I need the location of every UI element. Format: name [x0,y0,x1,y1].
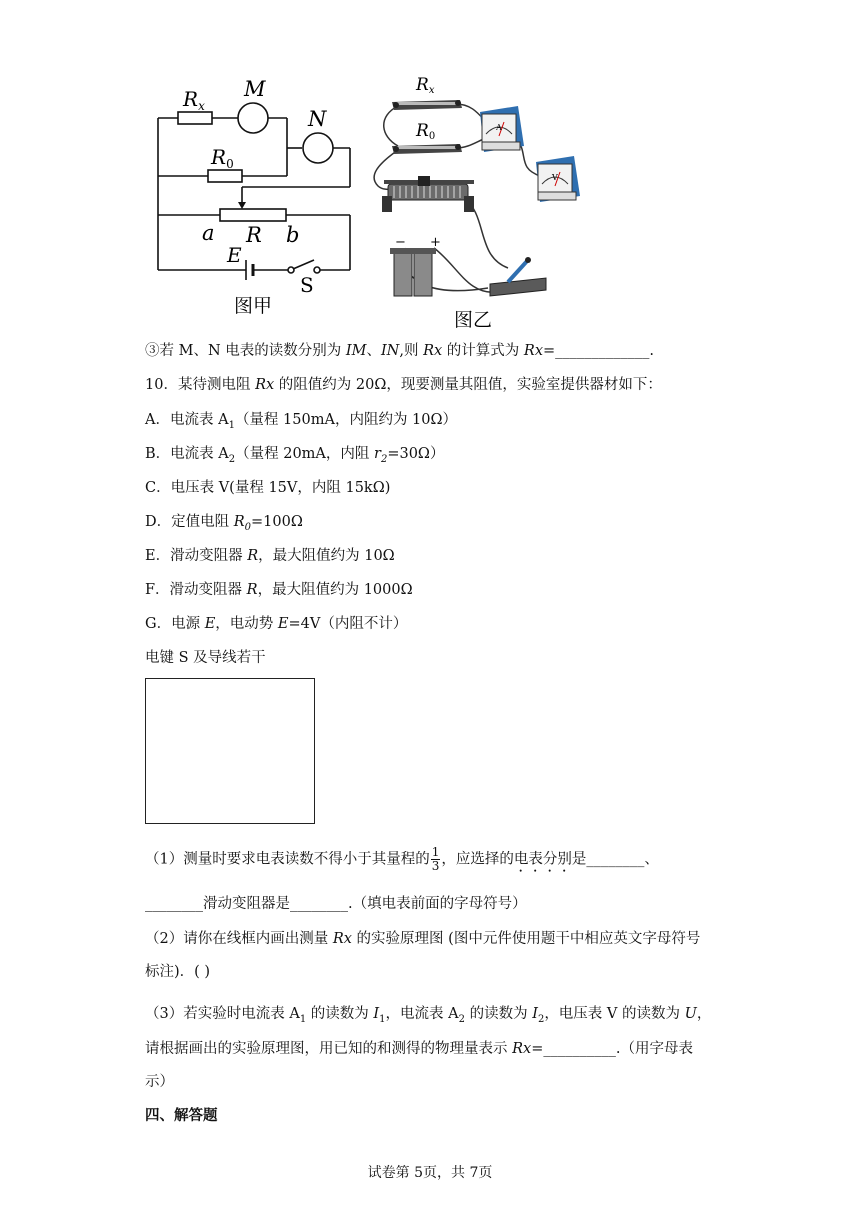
q10-option-c: C．电压表 V(量程 15V，内阻 15kΩ) [145,480,391,496]
jia-rx-label: $R_x$ [183,87,205,113]
yi-rheostat [382,176,474,212]
yi-r0-label: R0 [416,121,436,142]
yi-battery [390,248,436,296]
yi-rx-label: Rx [416,76,435,96]
q10-option-a: A．电流表 $A_1$（量程 150mA，内阻约为 10Ω） [145,412,458,431]
q10-sub3-line3: 示） [145,1074,174,1090]
q10-option-b: B．电流表 $A_2$（量程 20mA，内阻 $r_2=30\Omega$） [145,446,445,465]
yi-caption: 图乙 [454,309,493,331]
q10-sub1-line1: （1）测量时要求电表读数不得小于其量程的 $\frac{1}{3}$ ，应选择的电表分别是________、 [145,845,659,873]
q10-option-f: F．滑动变阻器 R，最大阻值约为 1000Ω [145,582,413,598]
figure-yi-apparatus [368,76,588,332]
jia-a-label: a [202,221,215,245]
q10-option-e: E．滑动变阻器 R，最大阻值约为 10Ω [145,548,395,564]
jia-e-label: E [227,243,242,267]
q10-stem: 10．某待测电阻 Rx 的阻值约为 20Ω，现要测量其阻值，实验室提供器材如下： [145,377,662,393]
figure-jia-circuit [150,72,360,330]
yi-r0-board [392,144,462,154]
page-footer: 试卷第 5页，共 7页 [367,1165,493,1181]
circuit-drawing-box[interactable] [145,678,315,824]
q10-sub2-line2: 标注)．( ) [145,964,211,980]
q10-sub1-line2: ________滑动变阻器是________.（填电表前面的字母符号） [145,896,527,912]
yi-minus-label: − [395,235,406,250]
q10-sub2-line1: （2）请你在线框内画出测量 Rx 的实验原理图 (图中元件使用题干中相应英文字母符号 [145,931,701,947]
fraction-one-third: $\frac{1}{3}$ [431,845,440,873]
q10-switch-line: 电键 S 及导线若干 [145,650,266,666]
jia-r-label: R [246,223,262,247]
yi-rx-board [392,100,462,110]
q10-option-g: G．电源 E，电动势 E=4V（内阻不计） [145,616,408,632]
section-heading: 四、解答题 [145,1107,218,1124]
yi-voltmeter [536,156,580,202]
jia-n-label: N [308,107,327,131]
jia-b-label: b [286,223,300,247]
jia-s-label: S [300,273,314,297]
q10-sub3-line2: 请根据画出的实验原理图，用已知的和测得的物理量表示 Rx=__________.（用字母表 [145,1041,693,1057]
jia-r0-label: $R_0$ [211,145,234,171]
yi-plus-label: + [430,235,441,250]
jia-caption: 图甲 [234,295,273,317]
yi-voltmeter-label: V [552,173,558,182]
q10-option-d: D．定值电阻 $R_0=100\Omega$ [145,514,303,533]
q10-sub3-line1: （3）若实验时电流表 $A_1$ 的读数为 $I_1$，电流表 $A_2$ 的读数为 $I_2$，电压表 V 的读数为 U， [145,1006,712,1025]
q9-part3-line: ③若 M、N 电表的读数分别为 IM、IN,则 Rx 的计算式为 Rx=_____________. [145,343,655,359]
jia-m-label: M [244,77,266,101]
yi-ammeter-label: A [496,123,502,132]
yi-ammeter [480,106,524,152]
